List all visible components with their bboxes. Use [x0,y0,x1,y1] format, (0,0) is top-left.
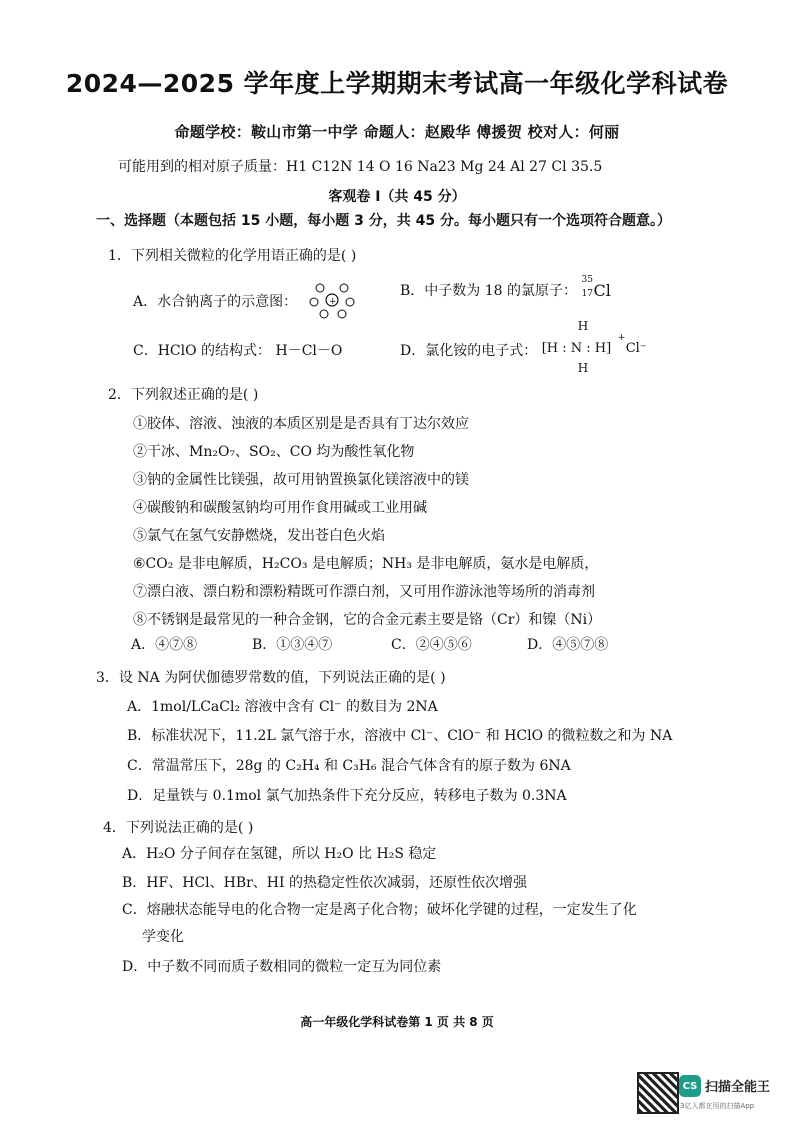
camscanner-brand: 扫描全能王 [705,1080,771,1095]
instructions: 一、选择题（本题包括 15 小题，每小题 3 分，共 45 分。每小题只有一个选项符合题意。） [96,213,671,229]
q1-option-b-text: B．中子数为 18 的氯原子： [400,283,578,299]
page-footer: 高一年级化学科试卷第 1 页 共 8 页 [300,1015,494,1029]
q1-option-d-text: D．氯化铵的电子式： [400,343,538,359]
q1-option-a-text: A．水合钠离子的示意图： [133,294,298,310]
q1-option-c: C．HClO 的结构式： H－Cl－O [133,343,343,359]
hydrogen-bottom: H [577,361,589,375]
q2-item-2: ②干冰、Mn₂O₇、SO₂、CO 均为酸性氧化物 [133,444,415,460]
svg-text:+: + [328,297,337,307]
q1-stem: 1．下列相关微粒的化学用语正确的是( ) [108,248,357,264]
q1-option-d [400,319,652,375]
q3-option-d: D．足量铁与 0.1mol 氯气加热条件下充分反应，转移电子数为 0.3NA [127,788,567,804]
camscanner-tagline: 3亿人都在用的扫描App [680,1102,755,1110]
q4-option-d: D．中子数不同而质子数相同的微粒一定互为同位素 [122,959,442,975]
q2-option-a: A．④⑦⑧ [131,637,198,653]
q4-option-b: B．HF、HCl、HBr、HI 的热稳定性依次减弱，还原性依次增强 [122,875,527,891]
ammonium-bracket: [H : N : H] [541,341,612,356]
chlorine-symbol: Cl [593,281,611,300]
q1-option-a [133,280,362,324]
plus-charge: + [617,333,626,343]
authors-line: 命题学校：鞍山市第一中学 命题人：赵殿华 傅援贺 校对人：何丽 [174,123,620,141]
hydrated-sodium-icon [302,280,362,324]
q2-option-d: D．④⑤⑦⑧ [527,637,609,653]
q2-item-4: ④碳酸钠和碳酸氢钠均可用作食用碱或工业用碱 [133,500,427,516]
q2-item-8: ⑧不锈钢是最常见的一种合金钢，它的合金元素主要是铬（Cr）和镍（Ni） [133,612,602,628]
q2-item-3: ③钠的金属性比镁强，故可用钠置换氯化镁溶液中的镁 [133,472,469,488]
q2-item-1: ①胶体、溶液、浊液的本质区别是是否具有丁达尔效应 [133,416,469,432]
q2-item-7: ⑦漂白液、漂白粉和漂粉精既可作漂白剂，又可用作游泳池等场所的消毒剂 [133,584,595,600]
mass-number: 35 [581,275,593,285]
ammonium-chloride-structure [541,319,652,375]
atomic-masses: 可能用到的相对原子质量：H1 C12N 14 O 16 Na23 Mg 24 Al 27 Cl 35.5 [118,159,603,175]
q4-stem: 4．下列说法正确的是( ) [103,820,254,836]
chlorine-nuclide [581,275,615,301]
q4-option-c-line1: C．熔融状态能导电的化合物一定是离子化合物；破坏化学键的过程，一定发生了化 [122,902,637,918]
q2-stem: 2．下列叙述正确的是( ) [108,387,259,403]
atomic-number: 17 [581,289,593,299]
qr-code-icon [637,1072,679,1114]
chloride-ion: Cl⁻ [625,341,647,356]
section-title: 客观卷 I（共 45 分） [328,189,466,205]
q4-option-c-line2: 学变化 [142,929,184,945]
q3-stem: 3．设 NA 为阿伏伽德罗常数的值，下列说法正确的是( ) [96,670,446,686]
q2-item-6: ⑥CO₂ 是非电解质，H₂CO₃ 是电解质；NH₃ 是非电解质，氨水是电解质， [133,556,599,572]
q2-item-5: ⑤氯气在氢气安静燃烧，发出苍白色火焰 [133,528,385,544]
q1-option-b [400,275,615,301]
q2-option-b: B．①③④⑦ [252,637,333,653]
q2-option-c: C．②④⑤⑥ [391,637,472,653]
hydrogen-top: H [577,319,589,333]
exam-title: 2024—2025 学年度上学期期末考试高一年级化学科试卷 [65,69,729,98]
q3-option-b: B．标准状况下，11.2L 氯气溶于水，溶液中 Cl⁻、ClO⁻ 和 HClO 的微粒数之和为 NA [127,728,673,744]
q3-option-a: A．1mol/LCaCl₂ 溶液中含有 Cl⁻ 的数目为 2NA [127,699,438,715]
camscanner-logo-icon: CS [679,1075,701,1097]
q3-option-c: C．常温常压下，28g 的 C₂H₄ 和 C₃H₆ 混合气体含有的原子数为 6NA [127,758,571,774]
q4-option-a: A．H₂O 分子间存在氢键，所以 H₂O 比 H₂S 稳定 [122,846,437,862]
